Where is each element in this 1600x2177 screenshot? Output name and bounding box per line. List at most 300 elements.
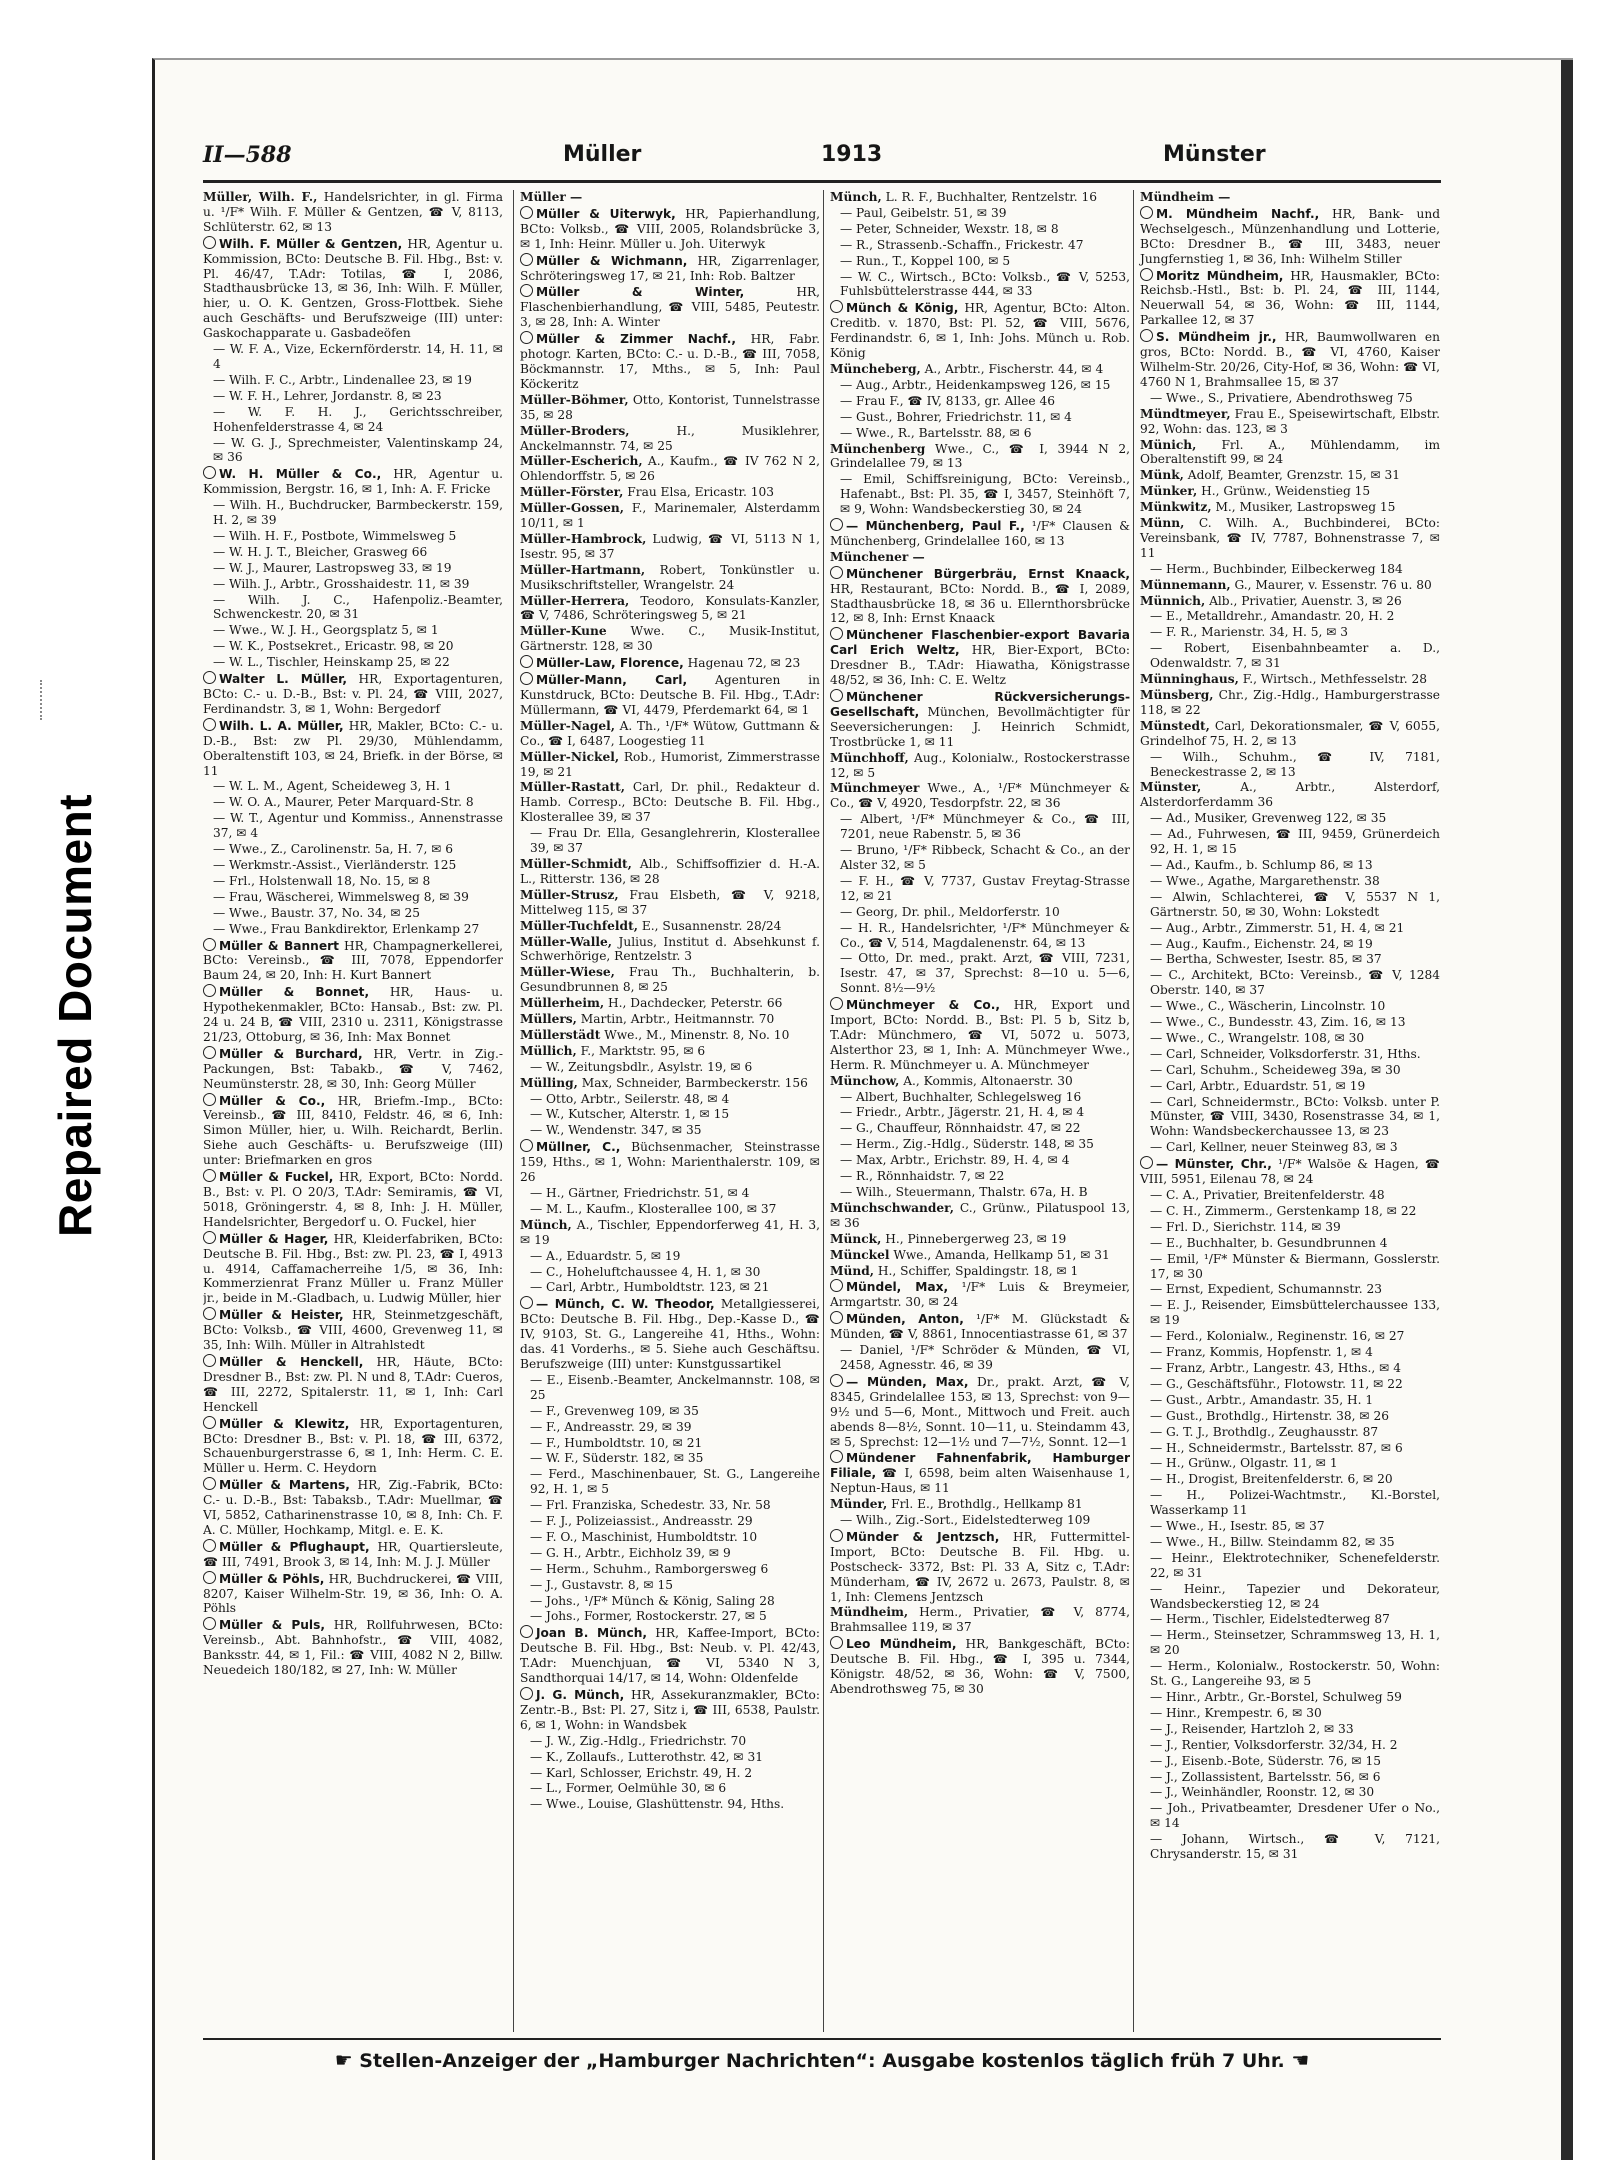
entry-text: — J., Zollassistent, Bartelsstr. 56, ✉ 6 <box>1150 1769 1381 1784</box>
firm-circle-icon <box>203 1571 216 1584</box>
header-rule <box>203 180 1441 183</box>
directory-entry <box>830 1185 1130 1200</box>
firm-circle-icon <box>520 284 533 297</box>
entry-name: Müller & Pöhls, <box>219 1571 325 1586</box>
directory-entry <box>1140 407 1440 437</box>
directory-entry <box>830 300 1130 361</box>
entry-name: — Münden, Max, <box>846 1374 969 1389</box>
entry-text: — J., Eisenb.-Bote, Süderstr. 76, ✉ 15 <box>1150 1753 1381 1768</box>
firm-circle-icon <box>830 566 843 579</box>
directory-entry <box>520 1202 820 1217</box>
directory-entry <box>520 1420 820 1435</box>
firm-circle-icon <box>830 627 843 640</box>
binding-edge <box>1561 60 1573 2160</box>
entry-name: Münk, <box>1140 468 1184 483</box>
entry-text: — Frau, Wäscherei, Wimmelsweg 8, ✉ 39 <box>213 889 469 904</box>
directory-entry <box>203 890 503 905</box>
entry-text: — Wilh. J., Arbtr., Grosshaidestr. 11, ✉ 39 <box>213 576 470 591</box>
directory-entry <box>1140 1236 1440 1251</box>
entry-text: — Aug., Kaufm., Eichenstr. 24, ✉ 19 <box>1150 936 1373 951</box>
directory-entry <box>1140 1659 1440 1689</box>
firm-circle-icon <box>203 1539 216 1552</box>
entry-text: — W. L., Tischler, Heinskamp 25, ✉ 22 <box>213 655 450 670</box>
entry-text: — G. T. J., Brothdlg., Zeughausstr. 87 <box>1150 1424 1379 1439</box>
directory-entry <box>1140 1220 1440 1235</box>
entry-name: Müller-Mann, Carl, <box>536 673 688 688</box>
entry-text: — Wwe., H., Isestr. 85, ✉ 37 <box>1150 1519 1325 1534</box>
directory-entry <box>203 436 503 466</box>
directory-entry <box>520 1687 820 1733</box>
pointing-hand-icon: ☛ <box>334 2048 353 2072</box>
entry-text: HR, Vertr. in Zig.-Packungen, Bst: Tabakb., ☎ V, 7462, Neumünsterstr. 28, ✉ 30, Inh: Georg Müller <box>203 1046 503 1091</box>
directory-entry <box>203 623 503 638</box>
column-2 <box>513 190 820 2032</box>
directory-entry <box>1140 1393 1440 1408</box>
header-left-name: Müller <box>563 142 642 167</box>
entry-text: — Gust., Arbtr., Amandastr. 35, H. 1 <box>1150 1392 1374 1407</box>
directory-entry <box>1140 750 1440 780</box>
entry-text: A., Arbtr., Alsterdorf, Alsterdorferdamm 36 <box>1140 780 1440 810</box>
entry-text: HR, Häute, BCto: Dresdner B., Bst: zw. Pl. N und 8, T.Adr: Cueros, ☎ III, 2272, Spitalerstr. 11, ✉ 1, Inh: Carl Henckell <box>203 1354 503 1414</box>
entry-text: Adolf, Beamter, Grenzstr. 15, ✉ 31 <box>1187 468 1401 483</box>
entry-text: — F., Grevenweg 109, ✉ 35 <box>530 1403 699 1418</box>
entry-text: — W. F. A., Vize, Eckernförderstr. 14, H. 11, ✉ 4 <box>213 342 503 371</box>
directory-entry <box>203 639 503 654</box>
entry-text: H., Grünw., Weidenstieg 15 <box>1201 484 1371 499</box>
entry-name: Müllers, <box>520 1012 577 1027</box>
entry-name: Müller & Pflughaupt, <box>219 1539 370 1554</box>
directory-entry <box>203 545 503 560</box>
directory-entry <box>830 206 1130 221</box>
entry-text: — K., Zollaufs., Lutterothstr. 42, ✉ 31 <box>530 1749 763 1764</box>
entry-text: — Wilh. F. C., Arbtr., Lindenallee 23, ✉ 19 <box>213 372 472 387</box>
entry-text: — Johs., ¹/F* Münch & König, Saling 28 <box>530 1593 775 1608</box>
entry-name: Mündel, Max, <box>846 1280 949 1295</box>
directory-entry <box>830 442 1130 472</box>
entry-text: — W. G. J., Sprechmeister, Valentinskamp 24, ✉ 36 <box>213 435 503 465</box>
entry-text: — Daniel, ¹/F* Schröder & Münden, ☎ VI, 2458, Agnesstr. 46, ✉ 39 <box>840 1343 1130 1372</box>
directory-entry <box>1140 484 1440 499</box>
entry-text: HR, Zig.-Fabrik, BCto: C.- u. D.-B., Bst: Tabaksb., T.Adr: Muellmar, ☎ VI, 5852, Catharinenstrasse 10, ✉ 8, Inh: Ch. F. A. C. Müller, Hochkamp, Mitgl. e. E. K. <box>203 1478 503 1537</box>
entry-name: Walter L. Müller, <box>219 672 347 687</box>
directory-entry <box>520 996 820 1011</box>
firm-circle-icon <box>203 1169 216 1182</box>
entry-name: Münck, <box>830 1231 882 1246</box>
directory-entry <box>830 1137 1130 1152</box>
entry-text: — W. F., Süderstr. 182, ✉ 35 <box>530 1451 704 1466</box>
entry-name: Mündener Fahnenfabrik, Hamburger Filiale, <box>830 1451 1130 1481</box>
entry-text: — Herm., Steinsetzer, Schrammsweg 13, H. 1, ✉ 20 <box>1150 1628 1440 1658</box>
directory-entry <box>830 812 1130 842</box>
entry-text: C. Wilh. A., Buchbinderei, BCto: Vereinsbank, ☎ IV, 7787, Bohnenstrasse 7, ✉ 11 <box>1140 516 1440 560</box>
directory-entry <box>520 888 820 918</box>
entry-text: Max, Schneider, Barmbeckerstr. 156 <box>581 1075 808 1090</box>
directory-entry <box>203 1307 503 1353</box>
entry-text: — E. J., Reisender, Eimsbüttelerchaussee 133, ✉ 19 <box>1150 1298 1440 1328</box>
directory-entry <box>1140 1801 1440 1831</box>
entry-text: — Wwe., S., Privatiere, Abendrothsweg 75 <box>1150 390 1413 405</box>
entry-text: — Bertha, Schwester, Isestr. 85, ✉ 37 <box>1150 952 1382 967</box>
entry-text: — J. W., Zig.-Hdlg., Friedrichstr. 70 <box>530 1733 747 1748</box>
entry-text: ¹/F* Clausen & Münchenberg, Grindelallee 160, ✉ 13 <box>830 519 1130 548</box>
entry-name: Münder & Jentzsch, <box>846 1529 1000 1544</box>
entry-text: Rob., Humorist, Zimmerstrasse 19, ✉ 21 <box>520 749 820 779</box>
firm-circle-icon <box>1140 329 1153 342</box>
directory-entry <box>830 921 1130 951</box>
header-year: 1913 <box>821 142 883 167</box>
entry-text: Wwe., Amanda, Hellkamp 51, ✉ 31 <box>893 1247 1110 1262</box>
directory-entry <box>520 1467 820 1497</box>
entry-name: Moritz Mündheim, <box>1156 268 1284 283</box>
entry-text: — J., Gustavstr. 8, ✉ 15 <box>530 1577 673 1592</box>
directory-entry <box>203 561 503 576</box>
entry-text: A., Arbtr., Fischerstr. 44, ✉ 4 <box>924 361 1104 376</box>
footer-text: Stellen-Anzeiger der „Hamburger Nachrichten“: Ausgabe kostenlos täglich früh 7 Uhr. <box>359 2050 1285 2072</box>
directory-entry <box>520 780 820 825</box>
directory-entry <box>520 1781 820 1796</box>
firm-circle-icon <box>830 1529 843 1542</box>
entry-text: — Wwe., Frau Bankdirektor, Erlenkamp 27 <box>213 921 480 936</box>
entry-text: — W. K., Postsekret., Ericastr. 98, ✉ 20 <box>213 639 454 654</box>
entry-text: — Emil, ¹/F* Münster & Biermann, Gosslerstr. 17, ✉ 30 <box>1150 1251 1440 1281</box>
directory-entry <box>520 624 820 654</box>
entry-text: — Paul, Geibelstr. 51, ✉ 39 <box>840 205 1007 220</box>
entry-text: — Max, Arbtr., Erichstr. 89, H. 4, ✉ 4 <box>840 1153 1070 1168</box>
entry-name: M. Mündheim Nachf., <box>1156 206 1320 221</box>
directory-entry <box>520 1076 820 1091</box>
directory-entry <box>203 1354 503 1415</box>
directory-entry <box>830 394 1130 409</box>
directory-entry <box>1140 562 1440 577</box>
directory-entry <box>520 563 820 593</box>
directory-entry <box>520 1280 820 1295</box>
entry-text: HR, Flaschenbierhandlung, ☎ VIII, 5485, Peutestr. 3, ✉ 28, Inh: A. Winter <box>520 285 820 330</box>
directory-entry <box>203 1617 503 1678</box>
directory-entry <box>830 550 1130 565</box>
directory-entry <box>1140 1282 1440 1297</box>
entry-text: — Peter, Schneider, Wexstr. 18, ✉ 8 <box>840 221 1059 236</box>
entry-text: — H., Grünw., Olgastr. 11, ✉ 1 <box>1150 1456 1338 1471</box>
directory-entry <box>1140 1441 1440 1456</box>
directory-entry <box>1140 1031 1440 1046</box>
entry-name: Müller-Broders, <box>520 423 630 438</box>
directory-entry <box>1140 688 1440 718</box>
entry-text: — W. L. M., Agent, Scheideweg 3, H. 1 <box>213 779 452 794</box>
entry-name: Münsberg, <box>1140 688 1214 702</box>
entry-text: HR, Futtermittel-Import, BCto: Deutsche B. Fil. Hbg. u. Postscheck- 3372, Bst: Pl. 33 A, Sitz c, T.Adr: Münderham, ☎ IV, 2672 u. 2673, Paulstr. 8, ✉ 1, Inh: Clemens Jentzsch <box>830 1529 1130 1604</box>
entry-text: — Wilh. J. C., Hafenpoliz.-Beamter, Schwenckestr. 20, ✉ 31 <box>213 592 503 622</box>
entry-text: HR, Exportagenturen, BCto: Dresdner B., Bst: v. Pl. 18, ☎ III, 6372, Schauenburgerstrasse 6, ✉ 1, Inh: Herm. C. E. Müller u. Herm. C. Heydorn <box>203 1416 503 1476</box>
directory-entry <box>830 1232 1130 1247</box>
entry-text: A. Th., ¹/F* Wütow, Guttmann & Co., ☎ I, 6487, Loogestieg 11 <box>520 718 820 748</box>
firm-circle-icon <box>203 1231 216 1244</box>
entry-text: — Aug., Arbtr., Zimmerstr. 51, H. 4, ✉ 21 <box>1150 920 1405 935</box>
firm-circle-icon <box>830 1450 843 1463</box>
entry-text: HR, Export und Import, BCto: Nordd. B., Bst: Pl. 5 b, Sitz b, T.Adr: Münchmero, ☎ VI, 5072 u. 5073, Alsterthor 23, ✉ 1, Inh: A. Münchmeyer Wwe., Herm. R. Münchmeyer u. A. Münchmeyer <box>830 998 1130 1072</box>
directory-entry <box>203 373 503 388</box>
entry-text: ¹/F* Walsöe & Hagen, ☎ VIII, 5951, Eilenau 78, ✉ 24 <box>1140 1157 1440 1187</box>
entry-text: — G., Chauffeur, Rönnhaidstr. 47, ✉ 22 <box>840 1121 1081 1136</box>
directory-entry <box>1140 1535 1440 1550</box>
directory-entry <box>1140 811 1440 826</box>
entry-name: Müller-Förster, <box>520 485 624 500</box>
entry-name: Müller & Bannert <box>219 938 339 953</box>
scanned-page <box>152 58 1573 2160</box>
entry-text: — A., Eduardstr. 5, ✉ 19 <box>530 1248 681 1263</box>
directory-entry <box>203 811 503 841</box>
directory-entry <box>520 532 820 562</box>
entry-text: — Herm., Tischler, Eidelstedterweg 87 <box>1150 1612 1390 1627</box>
entry-text: Büchsenmacher, Steinstrasse 159, Hths., ✉ 1, Wohn: Marienthalerstr. 109, ✉ 26 <box>520 1140 820 1185</box>
entry-text: — Wwe., Louise, Glashüttenstr. 94, Hths. <box>530 1797 785 1812</box>
entry-text: — E., Buchhalter, b. Gesundbrunnen 4 <box>1150 1235 1388 1250</box>
entry-name: Wilh. F. Müller & Gentzen, <box>219 236 403 251</box>
entry-text: — Robert, Eisenbahnbeamter a. D., Odenwaldstr. 7, ✉ 31 <box>1150 641 1440 671</box>
entry-text: HR, Zigarrenlager, Schröteringsweg 17, ✉ 21, Inh: Rob. Baltzer <box>520 253 820 283</box>
entry-text: A., Kommis, Altonaerstr. 30 <box>903 1073 1073 1088</box>
directory-entry <box>830 1374 1130 1450</box>
entry-text: — Wilh., Steuermann, Thalstr. 67a, H. B <box>840 1185 1088 1199</box>
entry-name: Münninghaus, <box>1140 672 1239 687</box>
directory-entry <box>830 1121 1130 1136</box>
entry-text: — Ferd., Maschinenbauer, St. G., Langereihe 92, H. 1, ✉ 5 <box>530 1467 820 1497</box>
directory-entry <box>1140 1063 1440 1078</box>
entry-text: — G. H., Arbtr., Eichholz 39, ✉ 9 <box>530 1545 731 1560</box>
entry-text: — Albert, Buchhalter, Schlegelsweg 16 <box>840 1089 1082 1104</box>
directory-entry <box>1140 719 1440 749</box>
entry-text: — E., Eisenb.-Beamter, Anckelmannstr. 108, ✉ 25 <box>530 1372 820 1402</box>
entry-text: — Otto, Dr. med., prakt. Arzt, ☎ VIII, 7231, Isestr. 47, ✉ 37, Sprechst: 8—10 u. 5—6, Sonnt. 8½—9½ <box>840 951 1130 996</box>
directory-entry <box>520 206 820 252</box>
entry-text: — Gust., Brothdlg., Hirtenstr. 38, ✉ 26 <box>1150 1408 1389 1423</box>
entry-text: Dr., prakt. Arzt, ☎ V, 8345, Grindelallee 153, ✉ 13, Sprechst: von 9—9½ und 5—6, Mont., Mittwoch und Freit. auch abends 8—8½, Sonnt. 10—11, u. Steindamm 43, ✉ 5, Sprechst: 12—1½ und 7—7½, Sonnt. 12—1 <box>830 1374 1130 1449</box>
directory-entry <box>1140 268 1440 329</box>
entry-name: Müllich, <box>520 1043 577 1058</box>
entry-text: — C., Architekt, BCto: Vereinsb., ☎ V, 1284 Oberstr. 140, ✉ 37 <box>1150 968 1440 998</box>
entry-text: HR, Kleiderfabriken, BCto: Deutsche B. Fil. Hbg., Bst: zw. Pl. 23, ☎ I, 4913 u. 4914, Caffamacherreihe 1/5, ✉ 36, Inh: Kommerzienrat Franz Müller u. Franz Müller jr., beide in M.-Gladbach, u. Ludwig Müller, hier <box>203 1231 503 1306</box>
directory-entry <box>1140 780 1440 810</box>
entry-name: Münch & König, <box>846 301 959 316</box>
directory-entry <box>520 1012 820 1027</box>
firm-circle-icon <box>830 1374 843 1387</box>
entry-text: H., Pinnebergerweg 23, ✉ 19 <box>885 1231 1067 1246</box>
entry-text: — W. F. H., Lehrer, Jordanstr. 8, ✉ 23 <box>213 388 442 403</box>
entry-text: — Wwe., W. J. H., Georgsplatz 5, ✉ 1 <box>213 623 439 638</box>
directory-entry <box>830 1279 1130 1310</box>
entry-text: ¹/F* Luis & Breymeier, Armgartstr. 30, ✉ 24 <box>830 1280 1130 1310</box>
page-header <box>203 136 1441 176</box>
entry-text: HR, Steinmetzgeschäft, BCto: Volksb., ☎ VIII, 4600, Grevenweg 11, ✉ 35, Inh: Wilh. Müller in Altrahlstedt <box>203 1308 503 1353</box>
firm-circle-icon <box>203 1046 216 1059</box>
entry-text: F., Wirtsch., Methfesselstr. 28 <box>1242 672 1428 687</box>
directory-entry <box>830 518 1130 549</box>
entry-text: HR, Bankgeschäft, BCto: Deutsche B. Fil. Hbg., ☎ I, 395 u. 7344, Königstr. 48/52, ✉ 36, Wohn: ☎ V, 7500, Abendrothsweg 75, ✉ 30 <box>830 1637 1130 1696</box>
firm-circle-icon <box>520 331 533 344</box>
entry-text: G., Maurer, v. Essenstr. 76 u. 80 <box>1234 577 1432 592</box>
directory-entry <box>1140 937 1440 952</box>
directory-entry <box>830 1074 1130 1089</box>
directory-entry <box>1140 1785 1440 1800</box>
directory-entry <box>1140 1488 1440 1518</box>
entry-name: Müller-Hartmann, <box>520 562 646 577</box>
directory-entry <box>1140 1156 1440 1187</box>
directory-entry <box>203 1169 503 1230</box>
directory-entry <box>520 1546 820 1561</box>
directory-entry <box>1140 858 1440 873</box>
directory-entry <box>830 627 1130 688</box>
directory-entry <box>1140 500 1440 515</box>
entry-text: — Wwe., H., Billw. Steindamm 82, ✉ 35 <box>1150 1534 1395 1549</box>
firm-circle-icon <box>203 938 216 951</box>
entry-name: Müller & Klewitz, <box>219 1416 350 1431</box>
entry-name: Müller-Wiese, <box>520 965 615 980</box>
entry-name: Müller-Tuchfeldt, <box>520 918 638 933</box>
entry-text: — Johs., Former, Rostockerstr. 27, ✉ 5 <box>530 1609 767 1624</box>
entry-text: Frau Elsa, Ericastr. 103 <box>627 485 774 500</box>
entry-text: Wwe., C., ☎ I, 3944 N 2, Grindelallee 79, ✉ 13 <box>830 441 1130 471</box>
directory-entry <box>520 1750 820 1765</box>
entry-text: — Carl, Kellner, neuer Steinweg 83, ✉ 3 <box>1150 1140 1398 1155</box>
entry-text: — Albert, ¹/F* Münchmeyer & Co., ☎ III, 7201, neue Rabenstr. 5, ✉ 36 <box>840 812 1130 842</box>
entry-text: — Frau Dr. Ella, Gesanglehrerin, Klosterallee 39, ✉ 37 <box>530 826 820 856</box>
entry-text: — Heinr., Tapezier und Dekorateur, Wandsbeckerstieg 12, ✉ 24 <box>1150 1581 1440 1611</box>
firm-circle-icon <box>520 1139 533 1152</box>
directory-entry <box>520 424 820 454</box>
firm-circle-icon <box>830 1311 843 1324</box>
directory-entry <box>520 750 820 780</box>
directory-entry <box>203 1231 503 1307</box>
entry-name: Müller-Böhmer, <box>520 392 629 407</box>
firm-circle-icon <box>203 671 216 684</box>
entry-name: Müller, Wilh. F., <box>203 190 318 204</box>
directory-entry <box>1140 1832 1440 1862</box>
firm-circle-icon <box>1140 1156 1153 1169</box>
entry-text: — Hinr., Krempestr. 6, ✉ 30 <box>1150 1705 1322 1720</box>
entry-text: HR, Buchdruckerei, ☎ VIII, 8207, Kaiser Wilhelm-Str. 19, ✉ 36, Inh: O. A. Pöhls <box>203 1571 503 1616</box>
entry-name: Müller & Winter, <box>536 285 745 300</box>
directory-entry <box>830 1529 1130 1605</box>
entry-name: Müller-Kune <box>520 624 607 639</box>
directory-entry <box>1140 890 1440 920</box>
entry-name: Müller-Walle, <box>520 934 612 949</box>
directory-entry <box>203 779 503 794</box>
directory-entry <box>520 1594 820 1609</box>
directory-entry <box>830 751 1130 781</box>
directory-entry <box>520 1373 820 1403</box>
directory-entry <box>1140 578 1440 593</box>
directory-entry <box>830 1513 1130 1528</box>
directory-entry <box>520 594 820 624</box>
entry-text: — Otto, Arbtr., Seilerstr. 48, ✉ 4 <box>530 1091 730 1106</box>
directory-entry <box>830 1636 1130 1697</box>
directory-entry <box>520 454 820 484</box>
directory-entry <box>520 1028 820 1043</box>
directory-entry <box>520 1249 820 1264</box>
footer-advertisement <box>203 2038 1441 2084</box>
entry-text: HR, Hausmakler, BCto: Reichsb.-Hstl., Bst: b. Pl. 24, ☎ III, 1144, Neuerwall 54, ✉ 36, Wohn: ☎ III, 1144, Parkallee 12, ✉ 37 <box>1140 268 1440 328</box>
directory-entry <box>830 426 1130 441</box>
entry-name: S. Mündheim jr., <box>1156 330 1277 345</box>
entry-text: E., Susannenstr. 28/24 <box>641 918 782 933</box>
entry-text: Wwe. C., Musik-Institut, Gärtnerstr. 128, ✉ 30 <box>520 624 820 654</box>
entry-text: HR, Export, BCto: Nordd. B., Bst: v. Pl. O 20/3, T.Adr: Semiramis, ☎ VI, 5018, Gröningerstr. 4, ✉ 8, Inh: J. H. Müller, Handelsrichter, Bergedorf u. O. Fuckel, hier <box>203 1170 503 1229</box>
directory-entry <box>1140 672 1440 687</box>
entry-name: Müller & Bonnet, <box>219 985 370 1000</box>
directory-entry <box>203 190 503 235</box>
entry-text: A., Kaufm., ☎ IV 762 N 2, Ohlendorffstr. 5, ✉ 26 <box>520 454 820 484</box>
entry-text: HR, Kaffee-Import, BCto: Deutsche B. Fil. Hbg., Bst: Neub. v. Pl. 42/43, T.Adr: Muenchjuan, ☎ VI, 5340 N 3, Sandthorquai 14/17, ✉ 14, Wohn: Oldenfelde <box>520 1626 820 1686</box>
directory-entry <box>1140 329 1440 390</box>
directory-entry <box>520 1107 820 1122</box>
entry-text: H., Musiklehrer, Anckelmannstr. 74, ✉ 25 <box>520 423 820 453</box>
firm-circle-icon <box>830 300 843 313</box>
entry-name: Münchhoff, <box>830 750 909 765</box>
entry-name: Joan B. Münch, <box>536 1626 647 1641</box>
entry-name: Wilh. L. A. Müller, <box>219 718 344 733</box>
directory-entry <box>1140 516 1440 561</box>
directory-entry <box>520 501 820 531</box>
directory-entry <box>520 1186 820 1201</box>
directory-entry <box>203 342 503 372</box>
directory-entry <box>830 843 1130 873</box>
entry-name: Münchow, <box>830 1073 900 1088</box>
entry-text: — Franz, Kommis, Hopfenstr. 1, ✉ 4 <box>1150 1345 1373 1360</box>
entry-name: Müller-Strusz, <box>520 887 619 902</box>
entry-name: Münn, <box>1140 516 1185 531</box>
entry-text: HR, Bier-Export, BCto: Dresdner B., T.Adr: Hiawatha, Königstrasse 48/52, ✉ 36, Inh: C. E. Weltz <box>830 643 1130 688</box>
directory-entry <box>1140 827 1440 857</box>
entry-text: — J., Reisender, Hartzloh 2, ✉ 33 <box>1150 1721 1354 1736</box>
entry-text: HR, Exportagenturen, BCto: C.- u. D.-B., Bst: v. Pl. 24, ☎ VIII, 2027, Ferdinandstr. 3, ✉ 1, Wohn: Bergedorf <box>203 672 503 716</box>
firm-circle-icon <box>203 1093 216 1106</box>
entry-text: — Aug., Arbtr., Heidenkampsweg 126, ✉ 15 <box>840 377 1111 392</box>
entry-text: — Wwe., Z., Carolinenstr. 5a, H. 7, ✉ 6 <box>213 842 454 857</box>
directory-entry <box>520 935 820 965</box>
entry-name: Münch, <box>830 190 882 204</box>
firm-circle-icon <box>520 655 533 668</box>
directory-entry <box>1140 1612 1440 1627</box>
entry-text: — Herm., Schuhm., Ramborgersweg 6 <box>530 1561 769 1576</box>
entry-name: Müller & Burchard, <box>219 1046 363 1061</box>
entry-name: Müller & Henckell, <box>219 1354 364 1369</box>
entry-text: Handelsrichter, in gl. Firma u. ¹/F* Wilh. F. Müller & Gentzen, ☎ V, 8113, Schlüterstr. 62, ✉ 13 <box>203 190 503 234</box>
entry-name: Müller-Herrera, <box>520 593 630 608</box>
directory-entry <box>830 472 1130 517</box>
directory-entry <box>1140 1409 1440 1424</box>
entry-text: Alb., Schiffsoffizier d. H.-A. L., Ritterstr. 136, ✉ 28 <box>520 856 820 886</box>
directory-entry <box>830 1497 1130 1512</box>
entry-name: Müller-Schmidt, <box>520 856 632 871</box>
directory-entry <box>520 1218 820 1248</box>
entry-text: — F. R., Marienstr. 34, H. 5, ✉ 3 <box>1150 625 1349 640</box>
entry-text: — Ad., Musiker, Grevenweg 122, ✉ 35 <box>1150 811 1387 826</box>
directory-entry <box>830 997 1130 1073</box>
entry-text: — Hinr., Arbtr., Gr.-Borstel, Schulweg 59 <box>1150 1690 1402 1704</box>
directory-entry <box>520 253 820 284</box>
directory-entry <box>203 1046 503 1092</box>
column-head: Müller — <box>520 190 583 204</box>
entry-name: Münder, <box>830 1497 888 1512</box>
entry-text: HR, Makler, BCto: C.- u. D.-B., Bst: zw Pl. 29/30, Mühlendamm, Oberaltenstift 103, ✉ 24, Briefk. in der Börse, ✉ 11 <box>203 718 503 778</box>
entry-name: W. H. Müller & Co., <box>219 467 382 482</box>
entry-name: Müller & Puls, <box>219 1618 325 1633</box>
entry-name: Münstedt, <box>1140 718 1210 733</box>
entry-text: — C. H., Zimmerm., Gerstenkamp 18, ✉ 22 <box>1150 1203 1417 1218</box>
entry-text: — Heinr., Elektrotechniker, Schenefelderstr. 22, ✉ 31 <box>1150 1550 1440 1580</box>
directory-entry <box>1140 1754 1440 1769</box>
directory-entry <box>203 593 503 623</box>
entry-name: Münchenberg <box>830 441 926 456</box>
